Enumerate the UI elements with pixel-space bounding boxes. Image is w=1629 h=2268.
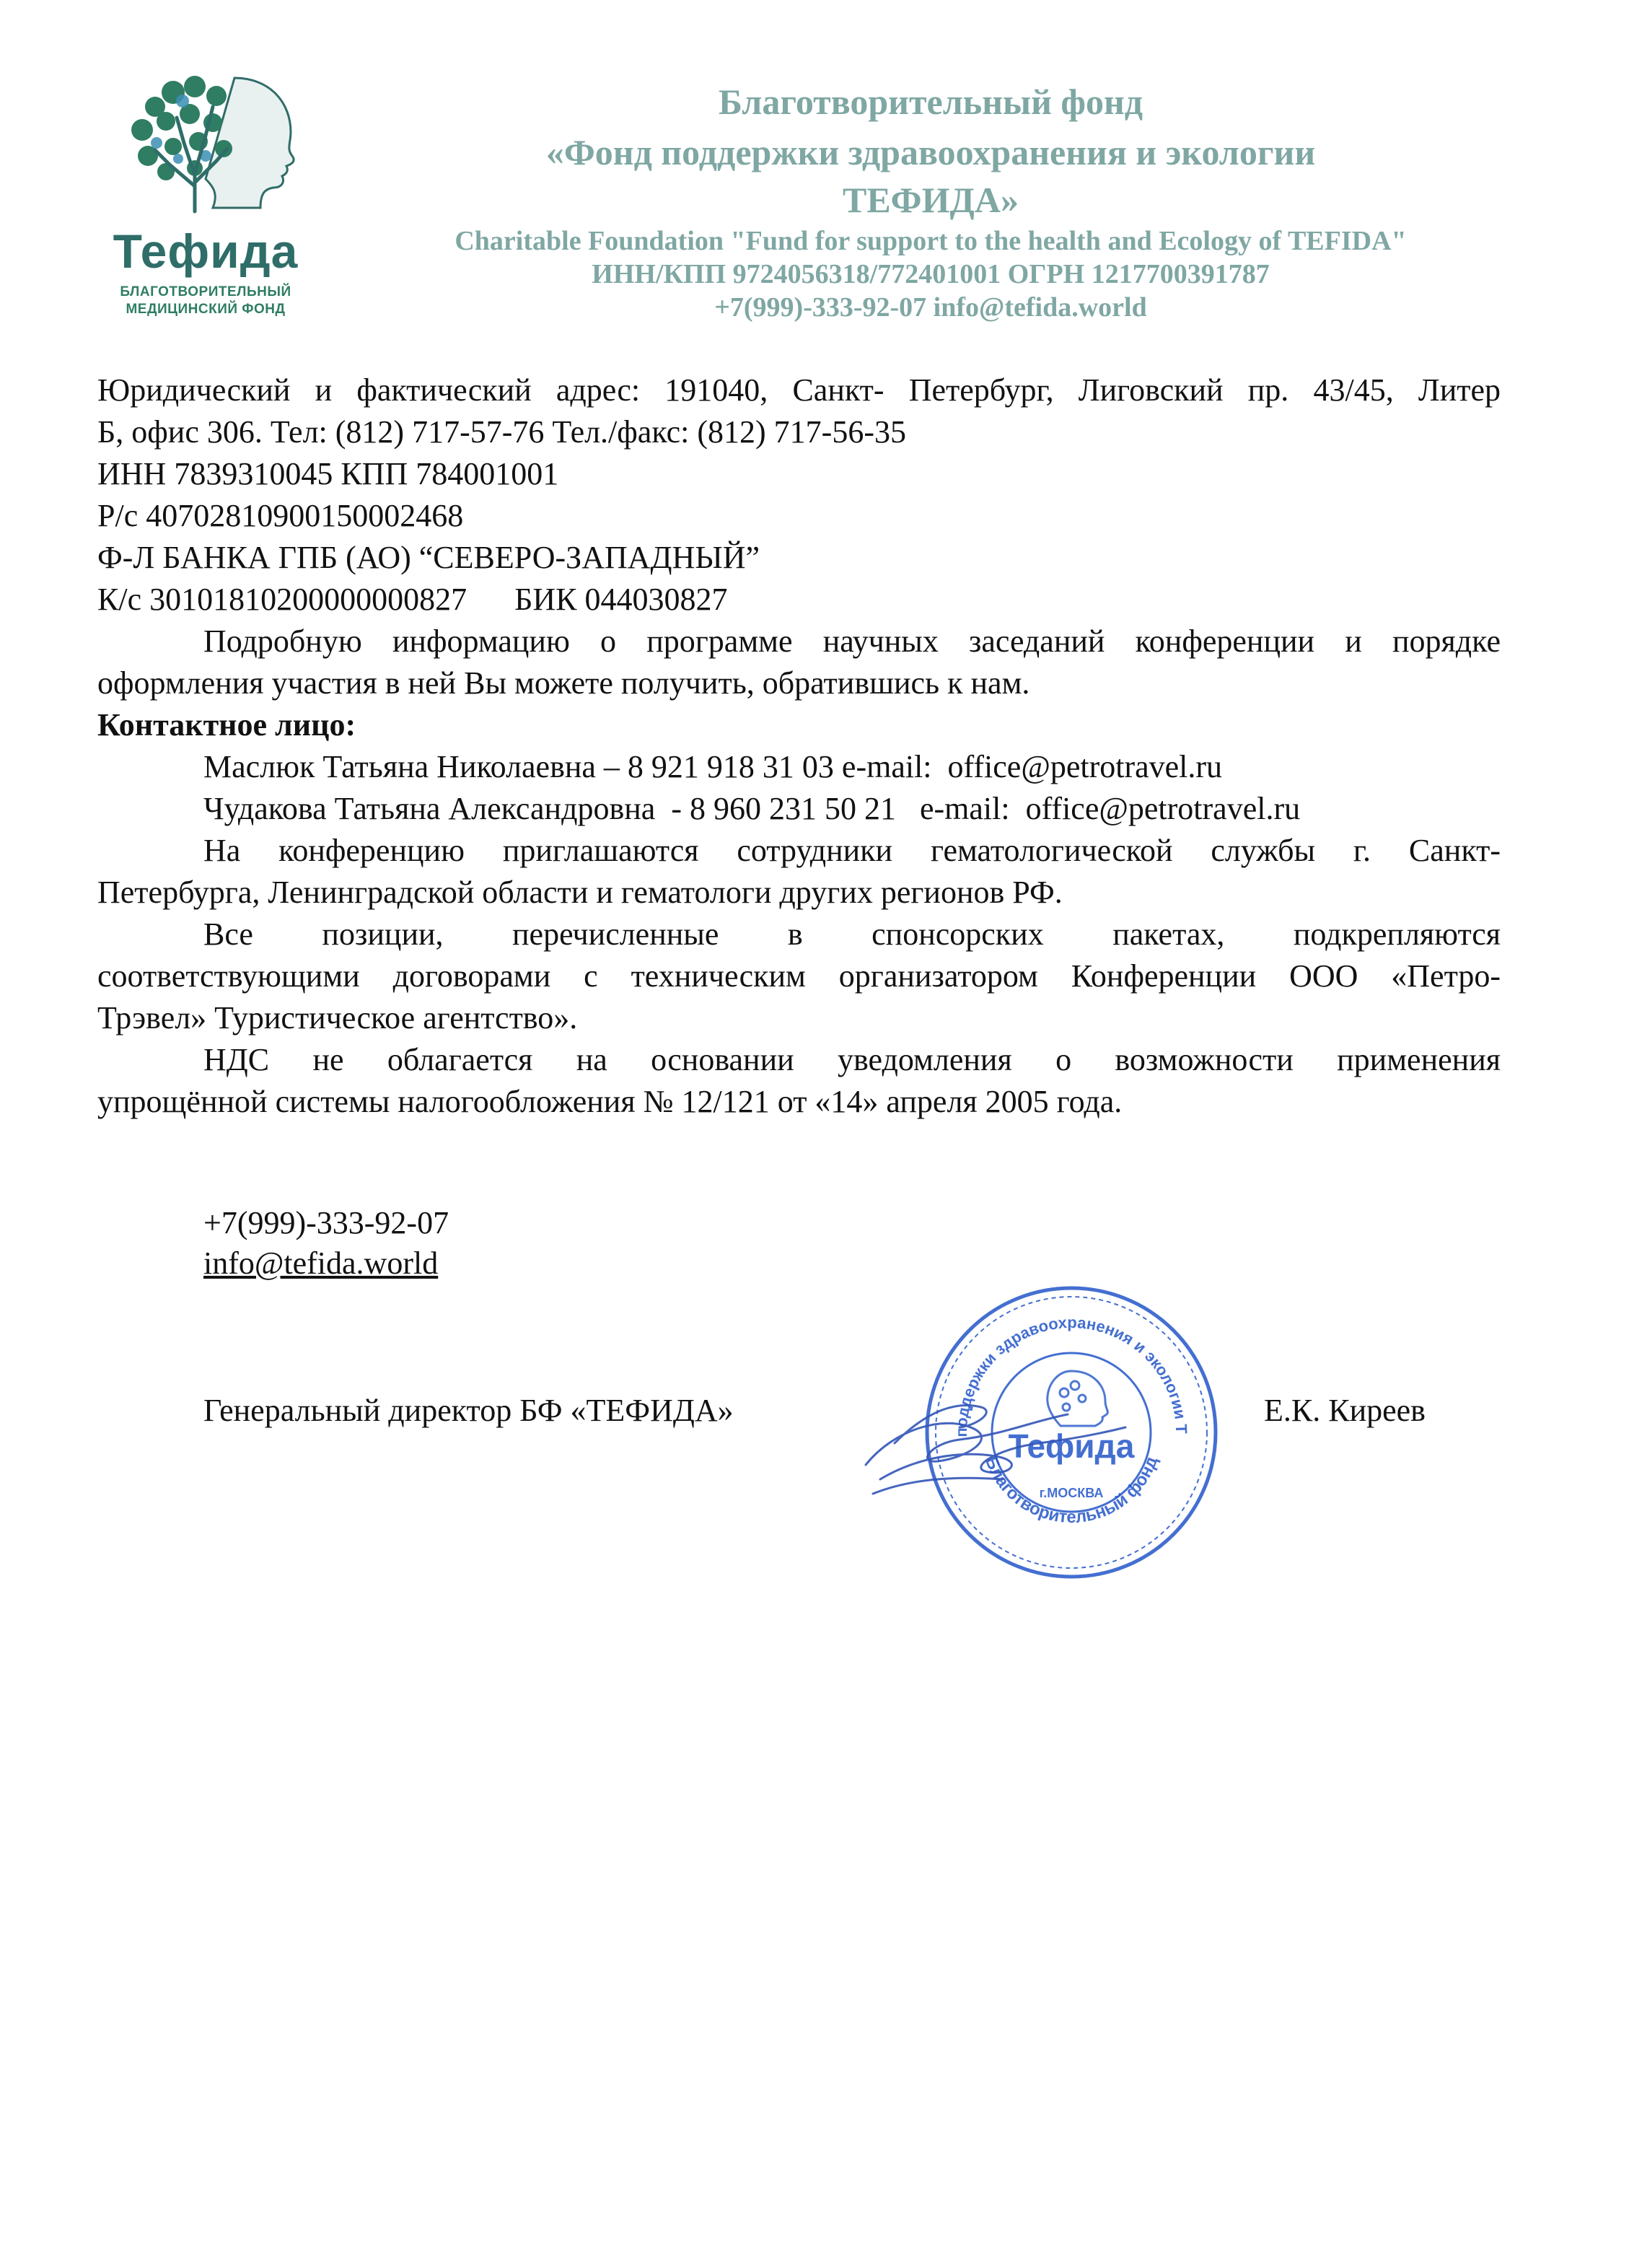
signatory-title: Генеральный директор БФ «ТЕФИДА» [203, 1393, 734, 1428]
footer-email-row [203, 1243, 1501, 1284]
bank-account: Р/с 40702810900150002468 [97, 498, 464, 533]
tree-head-icon [97, 64, 314, 222]
letterhead-title-line1: Благотворительный фонд [718, 82, 1143, 122]
contact-person-2: Чудакова Татьяна Александровна - 8 960 231 50 21 e-mail: office@petrotravel.ru [203, 791, 1301, 826]
contact-heading: Контактное лицо: [97, 707, 356, 743]
signature-scribble-icon [851, 1371, 1154, 1515]
handwritten-signature [851, 1371, 1154, 1515]
positions-paragraph-line1: Все позиции, перечисленные в спонсорских пакетах, подкрепляются [203, 916, 1501, 952]
info-paragraph-line1: Подробную информацию о программе научных заседаний конференции и порядке [203, 623, 1501, 659]
letterhead-registration: ИНН/КПП 9724056318/772401001 ОГРН 1217700391787 [592, 259, 1270, 289]
letterhead-contacts: +7(999)-333-92-07 info@tefida.world [714, 292, 1147, 323]
invite-paragraph-line2: Петербурга, Ленинградской области и гематологи других регионов РФ. [97, 875, 1063, 910]
stamp-city: г.МОСКВА [1039, 1486, 1104, 1500]
logo-wordmark: Тефида [113, 224, 299, 278]
invite-paragraph-line1: На конференцию приглашаются сотрудники гематологической службы г. Санкт- [203, 833, 1501, 868]
corr-account: К/с 30101810200000000827 БИК 044030827 [97, 582, 728, 617]
footer-phone: +7(999)-333-92-07 [203, 1205, 449, 1240]
stamp-outer-text: поддержки здравоохранения и экологии Т [952, 1313, 1191, 1437]
footer-email-link[interactable]: info@tefida.world [203, 1245, 439, 1281]
bank-name: Ф-Л БАНКА ГПБ (АО) “СЕВЕРО-ЗАПАДНЫЙ” [97, 540, 760, 575]
stamp-bottom-text: Благотворительный фонд [980, 1453, 1162, 1528]
info-paragraph-line2: оформления участия в ней Вы можете получить, обратившись к нам. [97, 665, 1030, 701]
positions-paragraph-line2: соответствующими договорами с техническим организатором Конференции ООО «Петро- [97, 958, 1501, 994]
logo-subtitle-line1: БЛАГОТВОРИТЕЛЬНЫЙ [120, 284, 291, 299]
letterhead-title-line2: «Фонд поддержки здравоохранения и экологии [545, 132, 1316, 172]
tefida-logo [97, 64, 314, 330]
address-line1: Юридический и фактический адрес: 191040, Санкт- Петербург, Лиговский пр. 43/45, Литер [97, 372, 1501, 408]
address-line2: Б, офис 306. Тел: (812) 717-57-76 Тел./факс: (812) 717-56-35 [97, 414, 906, 450]
letterhead-english-name: Charitable Foundation "Fund for support to the health and Ecology of TEFIDA" [455, 226, 1407, 256]
logo-subtitle-line2: МЕДИЦИНСКИЙ ФОНД [126, 302, 286, 317]
positions-paragraph-line3: Трэвел» Туристическое агентство». [97, 1000, 578, 1036]
inn-kpp: ИНН 7839310045 КПП 784001001 [97, 456, 559, 491]
signatory-name: Е.К. Киреев [1264, 1393, 1426, 1428]
contact-person-1: Маслюк Татьяна Николаевна – 8 921 918 31 03 e-mail: office@petrotravel.ru [203, 749, 1223, 784]
letterhead-title-line3: ТЕФИДА» [842, 180, 1019, 220]
vat-paragraph-line1: НДС не облагается на основании уведомления о возможности применения [203, 1042, 1501, 1077]
vat-paragraph-line2: упрощённой системы налогообложения № 12/121 от «14» апреля 2005 года. [97, 1084, 1123, 1119]
stamp-brand: Тефида [1008, 1427, 1135, 1465]
